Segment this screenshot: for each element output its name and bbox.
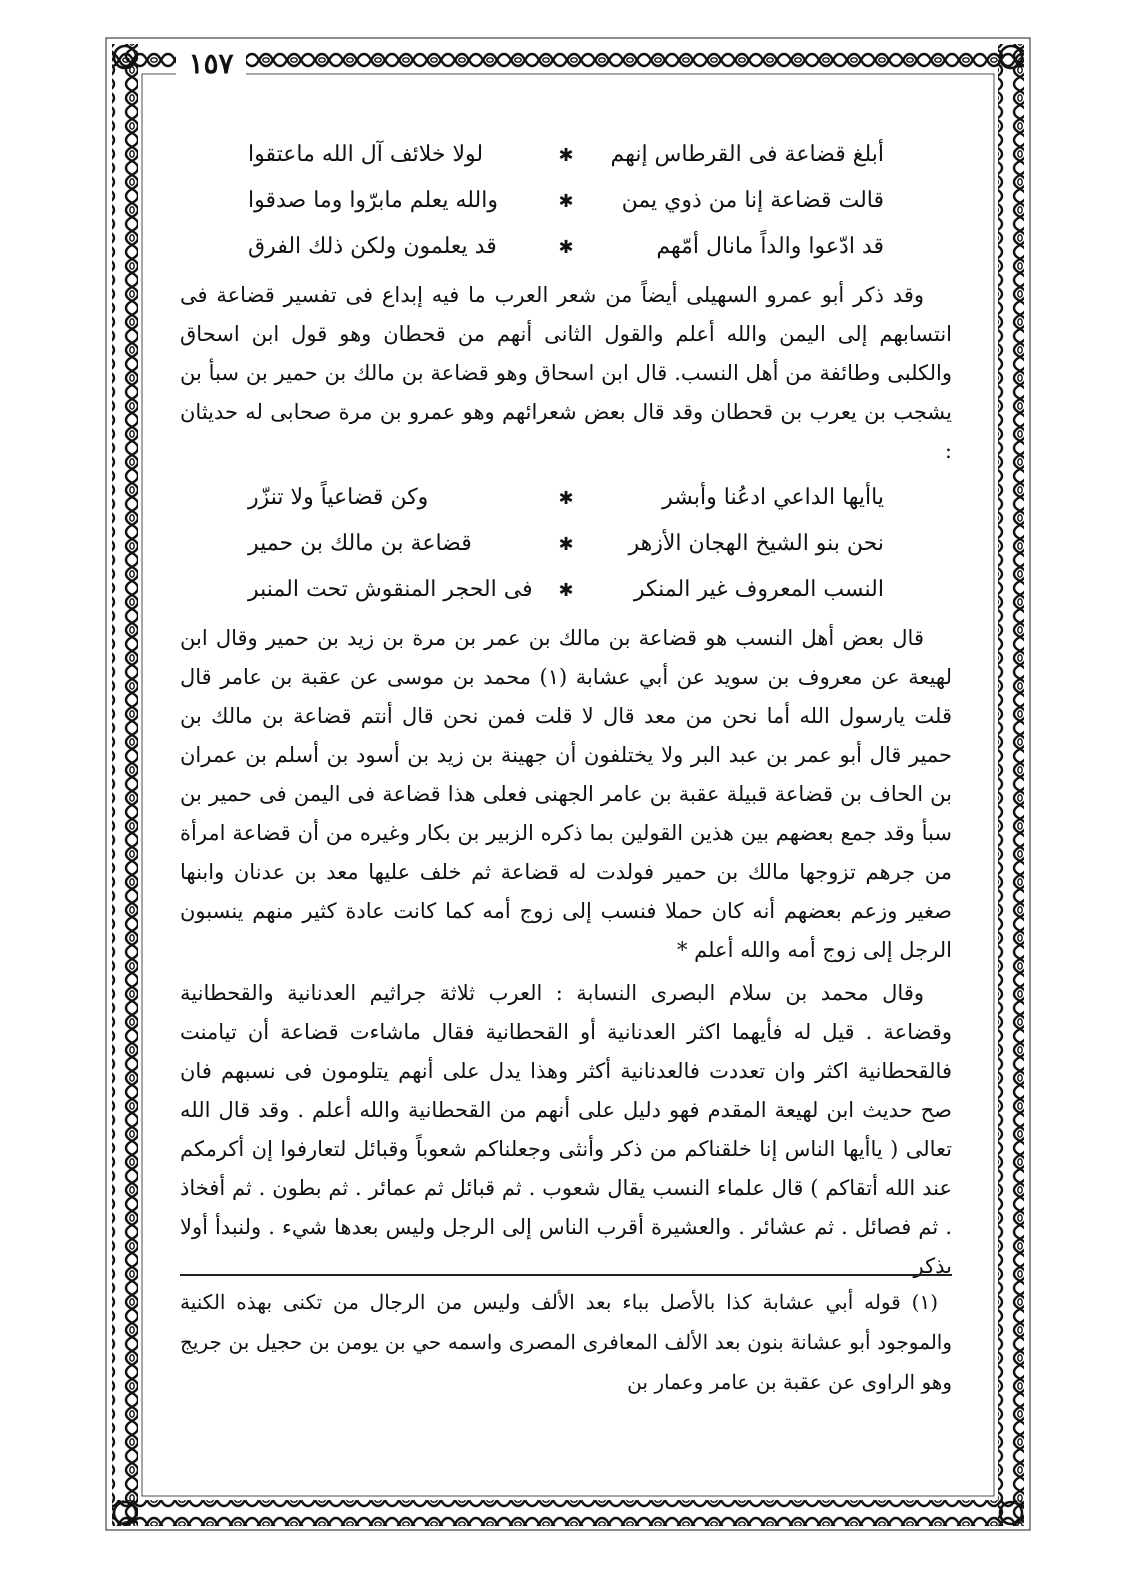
- verse-line: [180, 521, 952, 567]
- paragraph-2: قال بعض أهل النسب هو قضاعة بن مالك بن عمر بن مرة بن زيد بن حمير وقال ابن لهيعة عن معروف بن سويد عن أبي عشابة (١) محمد بن موسى عن عقبة بن عامر قال قلت يارسول الله أما نحن من معد قال لا قلت فمن نحن قال أنتم قضاعة بن مالك بن حمير قال أبو عمر بن عبد البر ولا يختلفون أن جهينة بن زيد بن أسود بن أسلم بن عمران بن الحاف بن قضاعة قبيلة عقبة بن عامر الجهنى فعلى هذا قضاعة فى اليمن فى حمير بن سبأ وقد جمع بعضهم بين هذين القولين بما ذكره الزبير بن بكار وغيره من أن قضاعة امرأة من جرهم تزوجها مالك بن حمير فولدت له قضاعة ثم خلف عليها معد بن عدنان وابنها صغير وزعم بعضهم أنه كان حملا فنسب إلى زوج أمه كما كانت عادة كثير منهم ينسبون الرجل إلى زوج أمه والله أعلم *: [180, 626, 952, 962]
- verse-line: [180, 178, 952, 224]
- paragraph-3: وقال محمد بن سلام البصرى النسابة : العرب ثلاثة جراثيم العدنانية والقحطانية وقضاعة . قيل له فأيهما اكثر العدنانية أو القحطانية فقال ماشاءت قضاعة أن تيامنت فالقحطانية اكثر وان تعددت فالعدنانية أكثر وهذا يدل على أنهم يتلومون فى نسبهم فان صح حديث ابن لهيعة المقدم فهو دليل على أنهم من القحطانية والله أعلم . وقد قال الله تعالى ( ياأيها الناس إنا خلقناكم من ذكر وأنثى وجعلناكم شعوباً وقبائل لتعارفوا إن أكرمكم عند الله أتقاكم ) قال علماء النسب يقال شعوب . ثم قبائل ثم عمائر . ثم بطون . ثم أفخاذ . ثم فصائل . ثم عشائر . والعشيرة أقرب الناس إلى الرجل وليس بعدها شيء . ولنبدأ أولا بذكر: [180, 981, 952, 1278]
- poem-block-2: [180, 475, 952, 613]
- verse-line: [180, 224, 952, 270]
- verse-first-hemistich: قالت قضاعة إنا من ذوي يمن: [621, 188, 884, 213]
- verse-first-hemistich: النسب المعروف غير المنكر: [633, 577, 884, 602]
- footnote-divider: [180, 1274, 952, 1276]
- verse-first-hemistich: نحن بنو الشيخ الهجان الأزهر: [628, 531, 884, 556]
- star-separator-icon: ✱: [558, 488, 574, 509]
- verse-second-hemistich: وكن قضاعياً ولا تنزّر: [248, 485, 429, 510]
- footnote: [180, 1282, 952, 1402]
- paragraph-1: وقد ذكر أبو عمرو السهيلى أيضاً من شعر العرب ما فيه إبداع فى تفسير قضاعة فى انتسابهم إلى اليمن والله أعلم والقول الثانى أنهم من قحطان وهو قول ابن اسحاق والكلبى وطائفة من أهل النسب. قال ابن اسحاق وهو قضاعة بن مالك بن حمير بن سبأ بن يشجب بن يعرب بن قحطان وقد قال بعض شعرائهم وهو عمرو بن مرة صحابى له حديثان :: [180, 283, 952, 463]
- verse-second-hemistich: لولا خلائف آل الله ماعتقوا: [248, 142, 484, 167]
- verse-line: [180, 132, 952, 178]
- star-separator-icon: ✱: [558, 191, 574, 212]
- star-separator-icon: ✱: [558, 237, 574, 258]
- verse-first-hemistich: ياأيها الداعي ادعُنا وأبشر: [662, 485, 884, 510]
- verse-line: [180, 567, 952, 613]
- star-separator-icon: ✱: [558, 145, 574, 166]
- verse-second-hemistich: قد يعلمون ولكن ذلك الفرق: [248, 234, 497, 259]
- verse-second-hemistich: فى الحجر المنقوش تحت المنبر: [248, 577, 533, 602]
- footnote-text: (١) قوله أبي عشابة كذا بالأصل بباء بعد الألف وليس من الرجال من تكنى بهذه الكنية والموجود أبو عشانة بنون بعد الألف المعافرى المصرى واسمه حي بن يومن بن حجيل بن جريج وهو الراوى عن عقبة بن عامر وعمار بن: [180, 1290, 952, 1394]
- star-separator-icon: ✱: [558, 534, 574, 555]
- verse-first-hemistich: قد ادّعوا والداً مانال أمّهم: [656, 234, 884, 259]
- verse-second-hemistich: قضاعة بن مالك بن حمير: [248, 531, 472, 556]
- main-text: [180, 128, 952, 1286]
- verse-first-hemistich: أبلغ قضاعة فى القرطاس إنهم: [610, 142, 884, 167]
- verse-line: [180, 475, 952, 521]
- star-separator-icon: ✱: [558, 580, 574, 601]
- verse-second-hemistich: والله يعلم مابرّوا وما صدقوا: [248, 188, 498, 213]
- page-number: ١٥٧: [176, 44, 246, 84]
- poem-block-1: [180, 132, 952, 270]
